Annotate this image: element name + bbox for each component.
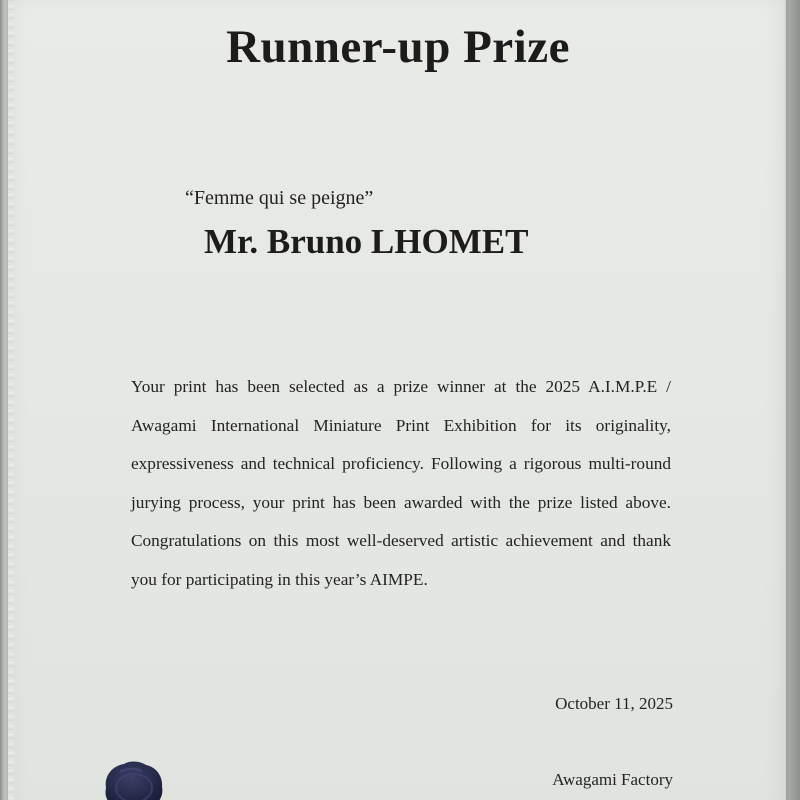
wax-seal-icon (100, 758, 166, 800)
recipient-name: Mr. Bruno LHOMET (204, 222, 529, 261)
signatory-name: Awagami Factory (552, 770, 673, 789)
award-message: Your print has been selected as a prize winner at the 2025 A.I.M.P.E / Awagami International Miniature Print Exhibition for its originality, expressiveness and technical proficiency. Following a rigorous multi-round jurying process, your print has been awarded with the prize listed above. Congratulations on this most well-deserved artistic achievement and thank you for participating in this year’s AIMPE. (131, 377, 671, 589)
certificate-title: Runner-up Prize (226, 21, 570, 73)
deckle-edge (8, 0, 14, 800)
certificate-paper (8, 0, 786, 800)
artwork-title: “Femme qui se peigne” (185, 187, 374, 209)
award-date: October 11, 2025 (555, 694, 673, 713)
